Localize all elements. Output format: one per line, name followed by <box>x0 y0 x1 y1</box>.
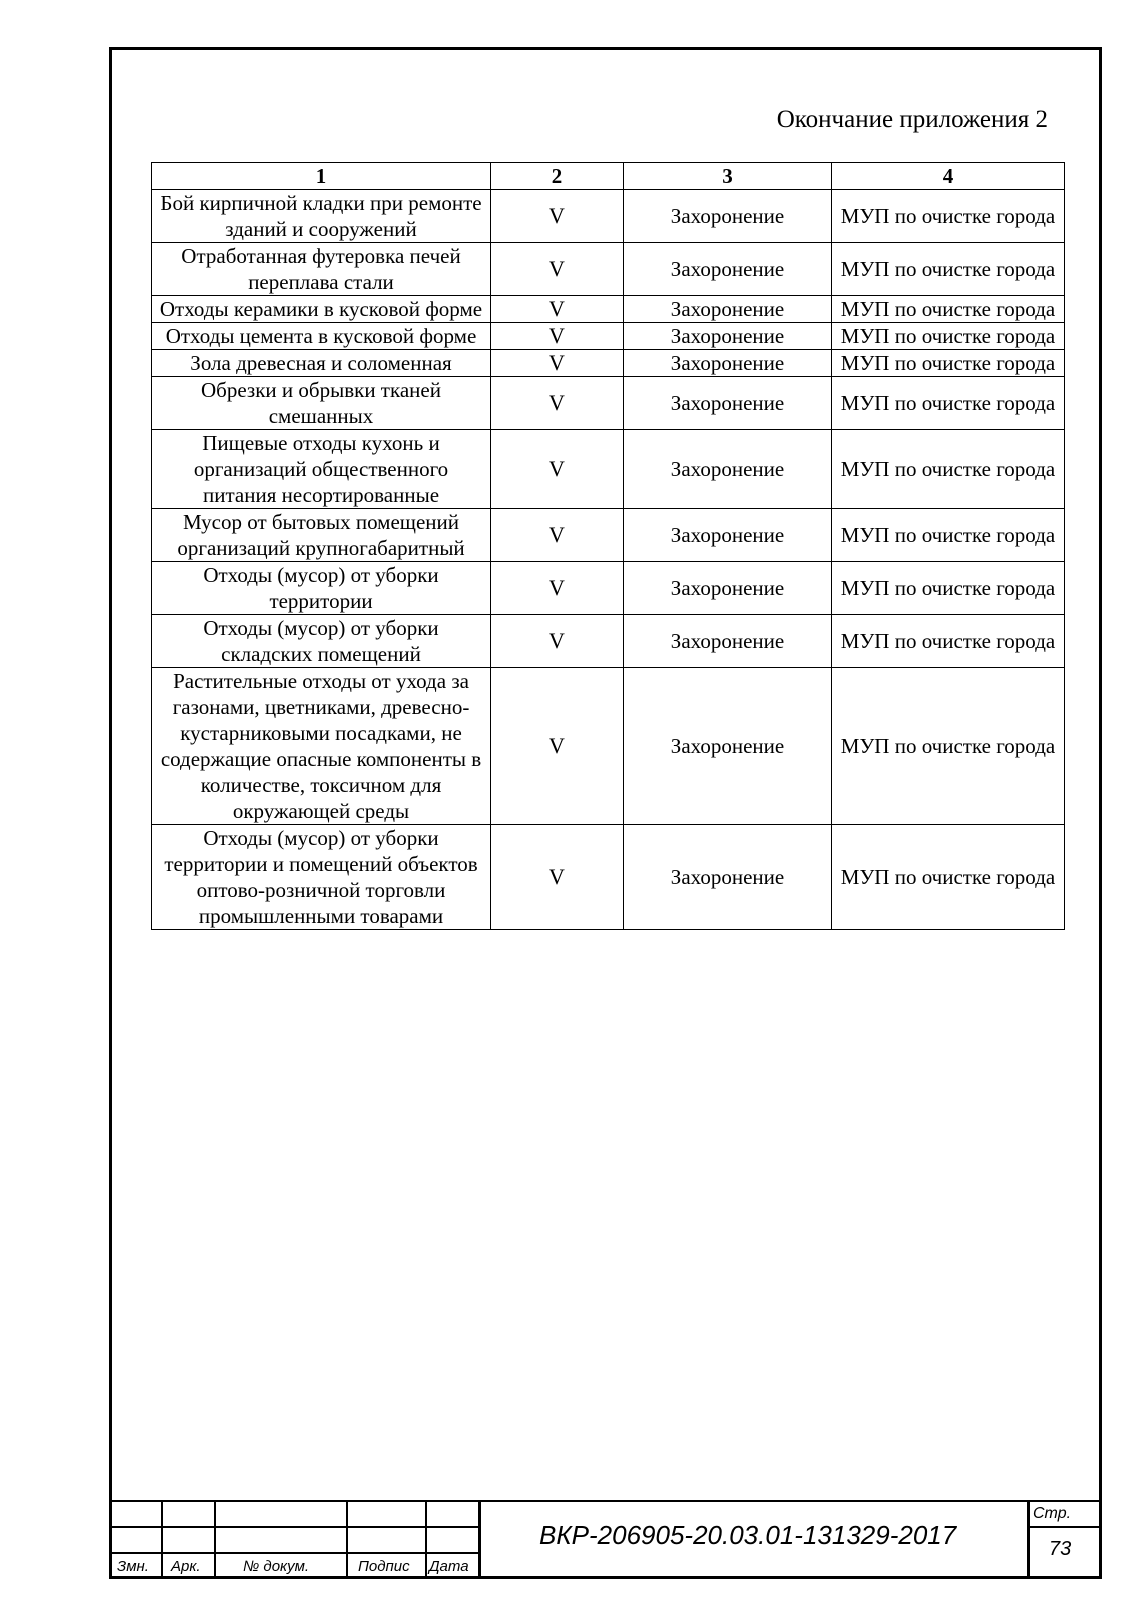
table-row <box>152 668 1065 825</box>
organization-cell: МУП по очистке города <box>832 615 1065 668</box>
label-doc-number: № докум. <box>243 1558 310 1575</box>
table-row <box>152 350 1065 377</box>
disposal-method-cell: Захоронение <box>624 323 832 350</box>
waste-name-cell: Зола древесная и соломенная <box>152 350 491 377</box>
table-row <box>152 615 1065 668</box>
waste-name-cell: Отходы (мусор) от уборки территории и помещений объектов оптово-розничной торговли промышленными товарами <box>152 825 491 930</box>
organization-cell: МУП по очистке города <box>832 323 1065 350</box>
hazard-class-cell: V <box>491 296 624 323</box>
disposal-method-cell: Захоронение <box>624 509 832 562</box>
organization-cell: МУП по очистке города <box>832 243 1065 296</box>
waste-name-cell: Бой кирпичной кладки при ремонте зданий и сооружений <box>152 190 491 243</box>
hazard-class-cell: V <box>491 430 624 509</box>
table-row <box>152 323 1065 350</box>
organization-cell: МУП по очистке города <box>832 825 1065 930</box>
disposal-method-cell: Захоронение <box>624 562 832 615</box>
waste-name-cell: Растительные отходы от ухода за газонами, цветниками, древесно-кустарниковыми посадками, не содержащие опасные компоненты в количестве, токсичном для окружающей среды <box>152 668 491 825</box>
organization-cell: МУП по очистке города <box>832 350 1065 377</box>
organization-cell: МУП по очистке города <box>832 377 1065 430</box>
table-row <box>152 430 1065 509</box>
waste-name-cell: Отработанная футеровка печей переплава стали <box>152 243 491 296</box>
table-row <box>152 562 1065 615</box>
waste-table <box>151 162 1065 930</box>
hazard-class-cell: V <box>491 350 624 377</box>
header-col-2: 2 <box>491 163 624 190</box>
hazard-class-cell: V <box>491 562 624 615</box>
organization-cell: МУП по очистке города <box>832 562 1065 615</box>
disposal-method-cell: Захоронение <box>624 350 832 377</box>
hazard-class-cell: V <box>491 825 624 930</box>
disposal-method-cell: Захоронение <box>624 190 832 243</box>
header-row <box>152 163 1065 190</box>
hazard-class-cell: V <box>491 509 624 562</box>
hazard-class-cell: V <box>491 190 624 243</box>
hazard-class-cell: V <box>491 377 624 430</box>
label-signature: Подпис <box>358 1558 410 1575</box>
organization-cell: МУП по очистке города <box>832 509 1065 562</box>
label-change: Змн. <box>117 1558 149 1575</box>
organization-cell: МУП по очистке города <box>832 190 1065 243</box>
header-col-3: 3 <box>624 163 832 190</box>
waste-name-cell: Отходы цемента в кусковой форме <box>152 323 491 350</box>
organization-cell: МУП по очистке города <box>832 296 1065 323</box>
table-row <box>152 296 1065 323</box>
hazard-class-cell: V <box>491 323 624 350</box>
appendix-heading: Окончание приложения 2 <box>776 106 1048 133</box>
header-col-1: 1 <box>152 163 491 190</box>
table-row <box>152 190 1065 243</box>
label-sheet: Арк. <box>171 1558 201 1575</box>
waste-name-cell: Пищевые отходы кухонь и организаций общественного питания несортированные <box>152 430 491 509</box>
disposal-method-cell: Захоронение <box>624 296 832 323</box>
hazard-class-cell: V <box>491 668 624 825</box>
disposal-method-cell: Захоронение <box>624 668 832 825</box>
title-block <box>109 1500 1102 1579</box>
waste-name-cell: Отходы (мусор) от уборки территории <box>152 562 491 615</box>
page-number: 73 <box>1049 1538 1072 1560</box>
page-label: Стр. <box>1033 1505 1072 1522</box>
waste-name-cell: Отходы (мусор) от уборки складских помещений <box>152 615 491 668</box>
disposal-method-cell: Захоронение <box>624 243 832 296</box>
document-code: ВКР-206905-20.03.01-131329-2017 <box>539 1520 957 1550</box>
disposal-method-cell: Захоронение <box>624 377 832 430</box>
waste-name-cell: Мусор от бытовых помещений организаций крупногабаритный <box>152 509 491 562</box>
disposal-method-cell: Захоронение <box>624 825 832 930</box>
table-row <box>152 377 1065 430</box>
table-row <box>152 243 1065 296</box>
organization-cell: МУП по очистке города <box>832 430 1065 509</box>
waste-name-cell: Обрезки и обрывки тканей смешанных <box>152 377 491 430</box>
waste-name-cell: Отходы керамики в кусковой форме <box>152 296 491 323</box>
hazard-class-cell: V <box>491 243 624 296</box>
hazard-class-cell: V <box>491 615 624 668</box>
label-date: Дата <box>429 1558 469 1575</box>
disposal-method-cell: Захоронение <box>624 430 832 509</box>
header-col-4: 4 <box>832 163 1065 190</box>
disposal-method-cell: Захоронение <box>624 615 832 668</box>
organization-cell: МУП по очистке города <box>832 668 1065 825</box>
table-row <box>152 509 1065 562</box>
table-row <box>152 825 1065 930</box>
